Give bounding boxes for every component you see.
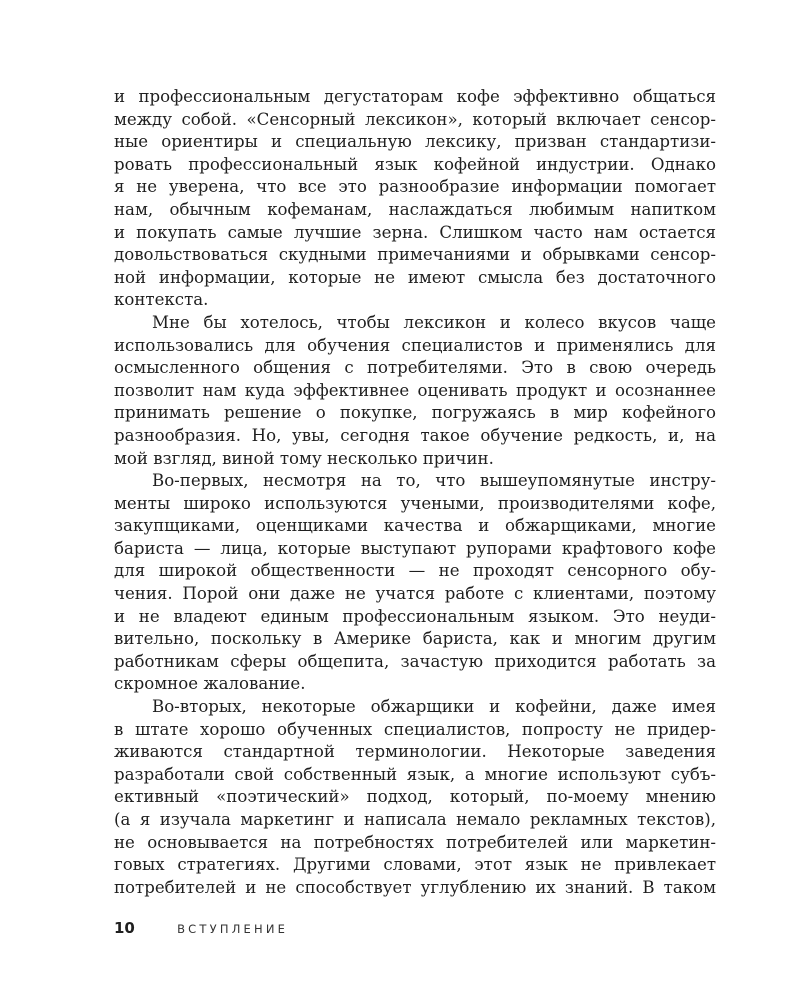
text-line: не основывается на потребностях потребителей или маркетин- bbox=[114, 832, 716, 852]
text-line: закупщиками, оценщиками качества и обжарщиками, многие bbox=[114, 516, 716, 536]
text-line: разнообразия. Но, увы, сегодня такое обучение редкость, и, на bbox=[114, 425, 716, 445]
text-line: вительно, поскольку в Америке бариста, как и многим другим bbox=[114, 629, 716, 649]
text-line: в штате хорошо обученных специалистов, попросту не придер- bbox=[114, 719, 716, 739]
text-line: для широкой общественности — не проходят сенсорного обу- bbox=[114, 561, 716, 581]
page-number: 10 bbox=[114, 919, 135, 937]
text-line: и профессиональным дегустаторам кофе эффективно общаться bbox=[114, 87, 716, 106]
text-line: бариста — лица, которые выступают рупорами крафтового кофе bbox=[114, 538, 716, 558]
running-head: ВСТУПЛЕНИЕ bbox=[177, 922, 289, 936]
text-line: ровать профессиональный язык кофейной индустрии. Однако bbox=[114, 154, 716, 174]
text-line: и не владеют единым профессиональным языком. Это неуди- bbox=[114, 606, 716, 626]
text-line: менты широко используются учеными, производителями кофе, bbox=[114, 493, 716, 513]
text-line: Во-вторых, некоторые обжарщики и кофейни, даже имея bbox=[152, 697, 716, 717]
text-line: живаются стандартной терминологии. Некоторые заведения bbox=[114, 742, 716, 762]
paragraph-4 bbox=[114, 696, 716, 899]
text-line: между собой. «Сенсорный лексикон», который включает сенсор- bbox=[114, 109, 716, 129]
text-line: довольствоваться скудными примечаниями и обрывками сенсор- bbox=[114, 245, 716, 265]
text-line: потребителей и не способствует углублению их знаний. В таком bbox=[114, 877, 716, 897]
text-line: принимать решение о покупке, погружаясь в мир кофейного bbox=[114, 403, 716, 423]
text-line: Мне бы хотелось, чтобы лексикон и колесо вкусов чаще bbox=[152, 312, 716, 332]
text-line: говых стратегиях. Другими словами, этот язык не привлекает bbox=[114, 855, 716, 875]
text-line: нам, обычным кофеманам, наслаждаться любимым напитком bbox=[114, 199, 716, 219]
text-line: Во-первых, несмотря на то, что вышеупомянутые инстру- bbox=[152, 471, 716, 491]
page-footer bbox=[114, 917, 288, 939]
paragraph-2 bbox=[114, 312, 716, 470]
paragraph-1 bbox=[114, 86, 716, 312]
text-line: скромное жалование. bbox=[114, 674, 306, 694]
paragraph-3 bbox=[114, 470, 716, 696]
text-line: осмысленного общения с потребителями. Это в свою очередь bbox=[114, 358, 716, 378]
text-line: я не уверена, что все это разнообразие информации помогает bbox=[114, 177, 716, 197]
text-line: разработали свой собственный язык, а многие используют субъ- bbox=[114, 764, 716, 784]
text-line: позволит нам куда эффективнее оценивать продукт и осознаннее bbox=[114, 380, 716, 400]
text-line: чения. Порой они даже не учатся работе с клиентами, поэтому bbox=[114, 584, 716, 604]
text-line: мой взгляд, виной тому несколько причин. bbox=[114, 448, 494, 468]
page-body bbox=[114, 86, 716, 899]
text-line: использовались для обучения специалистов и применялись для bbox=[114, 335, 716, 355]
text-line: работникам сферы общепита, зачастую приходится работать за bbox=[114, 651, 716, 671]
text-line: ективный «поэтический» подход, который, по-моему мнению bbox=[114, 787, 716, 807]
text-line: ной информации, которые не имеют смысла без достаточного bbox=[114, 267, 716, 287]
text-line: (а я изучала маркетинг и написала немало рекламных текстов), bbox=[114, 810, 716, 829]
text-line: ные ориентиры и специальную лексику, призван стандартизи- bbox=[114, 132, 716, 152]
text-line: и покупать самые лучшие зерна. Слишком часто нам остается bbox=[114, 222, 716, 242]
text-line: контекста. bbox=[114, 290, 209, 310]
